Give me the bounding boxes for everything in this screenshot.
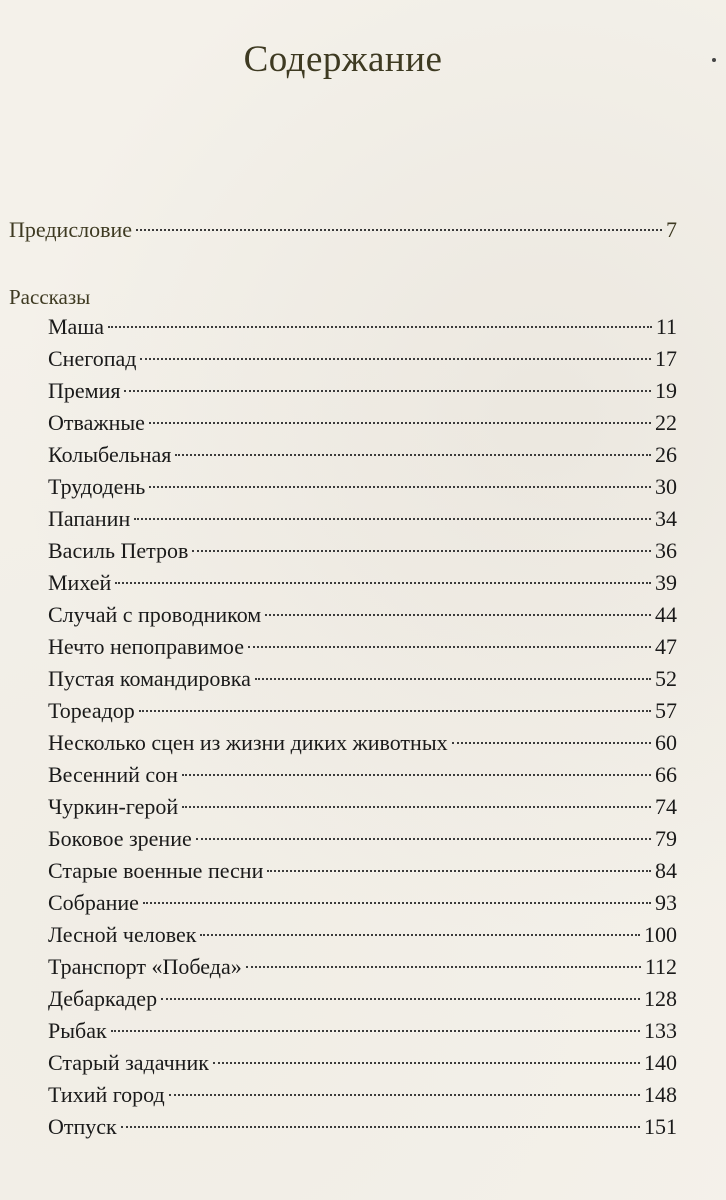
toc-entry-title: Старые военные песни — [48, 858, 264, 883]
toc-page-number: 84 — [655, 858, 677, 883]
toc-page-number: 36 — [655, 538, 677, 563]
dot-leader — [182, 806, 651, 808]
toc-entry-title: Колыбельная — [48, 442, 172, 467]
toc-entry-title: Михей — [48, 570, 112, 595]
dot-leader — [255, 678, 651, 680]
dot-leader — [121, 1126, 640, 1128]
dot-leader — [140, 358, 651, 360]
toc-row — [48, 631, 677, 663]
toc-entry-title: Трудодень — [48, 474, 146, 499]
toc-row — [48, 439, 677, 471]
dot-leader — [200, 934, 640, 936]
dot-leader — [175, 454, 651, 456]
dot-leader — [111, 1030, 640, 1032]
dot-leader — [248, 646, 651, 648]
toc-row — [48, 599, 677, 631]
toc-row — [48, 791, 677, 823]
toc-entry-title: Чуркин-герой — [48, 794, 179, 819]
dot-leader — [134, 518, 651, 520]
dot-leader — [136, 229, 662, 231]
toc-row — [48, 1015, 677, 1047]
dot-leader — [213, 1062, 640, 1064]
toc-page-number: 19 — [655, 378, 677, 403]
dot-leader — [139, 710, 651, 712]
toc-entry-title: Маша — [48, 314, 105, 339]
toc-row — [48, 471, 677, 503]
toc-row — [48, 855, 677, 887]
toc-page-number: 112 — [644, 954, 677, 979]
toc-row — [48, 375, 677, 407]
toc-row — [48, 919, 677, 951]
toc-row — [48, 1111, 677, 1143]
toc-row — [48, 983, 677, 1015]
dot-leader — [192, 550, 651, 552]
toc-page-number: 17 — [655, 346, 677, 371]
toc-entry-title: Случай с проводником — [48, 602, 262, 627]
toc-row — [48, 887, 677, 919]
toc-entry-title: Отважные — [48, 410, 145, 435]
toc-entry-title: Нечто непоправимое — [48, 634, 244, 659]
toc-page-number: 52 — [655, 666, 677, 691]
toc-page-number: 133 — [644, 1018, 677, 1043]
dot-leader — [452, 742, 651, 744]
toc-page-number: 34 — [655, 506, 677, 531]
toc-entry-title: Пустая командировка — [48, 666, 251, 691]
toc-page-number: 47 — [655, 634, 677, 659]
toc-entry-title: Тихий город — [48, 1082, 165, 1107]
toc-entry-title: Старый задачник — [48, 1050, 209, 1075]
toc-page-number: 140 — [644, 1050, 677, 1075]
toc-row — [48, 695, 677, 727]
toc-entry-title: Несколько сцен из жизни диких животных — [48, 730, 448, 755]
toc-entry-title: Боковое зрение — [48, 826, 192, 851]
toc-page-number: 44 — [655, 602, 677, 627]
toc-entry-title: Василь Петров — [48, 538, 189, 563]
dot-leader — [149, 486, 651, 488]
toc-row — [48, 343, 677, 375]
toc-row — [48, 663, 677, 695]
toc-page-number: 7 — [666, 217, 677, 242]
toc-entry-title: Снегопад — [48, 346, 137, 371]
toc-page-number: 11 — [655, 314, 677, 339]
toc-row — [48, 407, 677, 439]
dot-leader — [267, 870, 651, 872]
toc-row — [48, 503, 677, 535]
toc-entry-title: Дебаркадер — [48, 986, 158, 1011]
toc-page-number: 93 — [655, 890, 677, 915]
toc-entry-title: Папанин — [48, 506, 131, 531]
toc-page-number: 30 — [655, 474, 677, 499]
dot-leader — [265, 614, 651, 616]
dot-leader — [182, 774, 651, 776]
toc-entry-title: Транспорт «Победа» — [48, 954, 242, 979]
toc-row — [48, 1047, 677, 1079]
toc-row — [48, 823, 677, 855]
toc-page-number: 148 — [644, 1082, 677, 1107]
toc-row-preface — [9, 214, 677, 246]
toc-entry-title: Собрание — [48, 890, 139, 915]
toc-page-number: 74 — [655, 794, 677, 819]
toc-entry-title: Премия — [48, 378, 121, 403]
toc-page-number: 60 — [655, 730, 677, 755]
toc-row — [48, 759, 677, 791]
toc-entry-title: Весенний сон — [48, 762, 178, 787]
toc-page-number: 57 — [655, 698, 677, 723]
toc-row — [48, 727, 677, 759]
toc-page-number: 128 — [644, 986, 677, 1011]
toc-entry-title: Предисловие — [9, 217, 132, 242]
toc-page-number: 22 — [655, 410, 677, 435]
dot-leader — [149, 422, 651, 424]
dot-leader — [124, 390, 651, 392]
toc-row — [48, 567, 677, 599]
dot-leader — [246, 966, 641, 968]
dot-leader — [161, 998, 640, 1000]
print-speck — [712, 58, 716, 62]
toc-row — [48, 535, 677, 567]
page-title: Содержание — [243, 39, 443, 80]
dot-leader — [115, 582, 651, 584]
toc-row — [48, 1079, 677, 1111]
dot-leader — [169, 1094, 640, 1096]
dot-leader — [108, 326, 652, 328]
toc-page-number: 151 — [644, 1114, 677, 1139]
toc-page-number: 26 — [655, 442, 677, 467]
toc-entry-title: Лесной человек — [48, 922, 197, 947]
section-heading: Рассказы — [9, 285, 91, 309]
dot-leader — [196, 838, 651, 840]
toc-page-number: 79 — [655, 826, 677, 851]
toc-entry-title: Тореадор — [48, 698, 135, 723]
toc-page-number: 39 — [655, 570, 677, 595]
toc-page-number: 100 — [644, 922, 677, 947]
toc-page-number: 66 — [655, 762, 677, 787]
toc-entry-title: Отпуск — [48, 1114, 117, 1139]
dot-leader — [143, 902, 651, 904]
toc-row — [48, 951, 677, 983]
toc-entry-title: Рыбак — [48, 1018, 107, 1043]
toc-row — [48, 311, 677, 343]
